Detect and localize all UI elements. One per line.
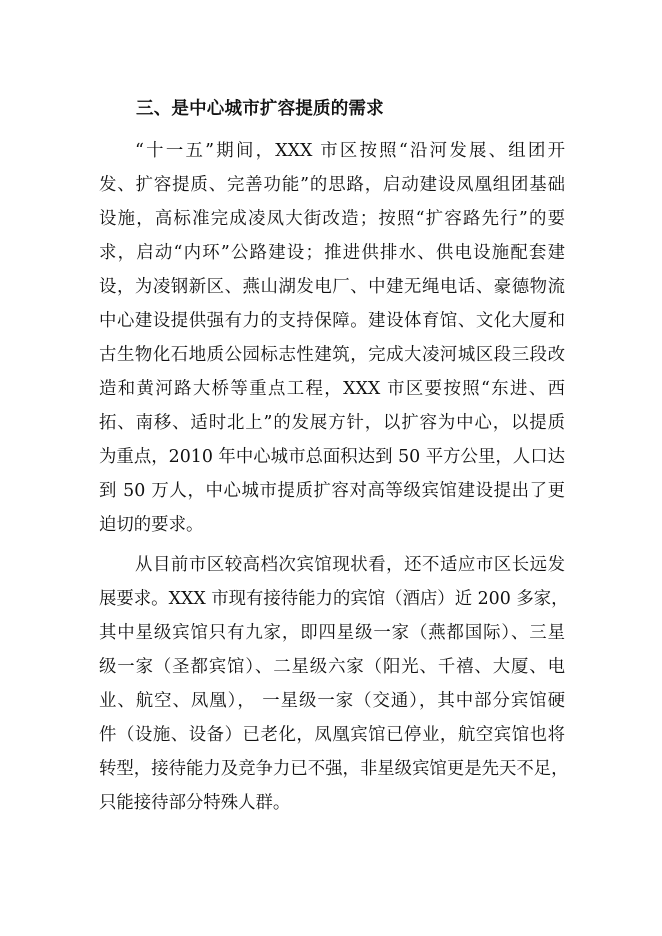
paragraph-line: 转型，接待能力及竞争力已不强，非星级宾馆更是先天不足，	[99, 759, 569, 779]
paragraph-line: 中心建设提供强有力的支持保障。建设体育馆、文化大厦和	[99, 311, 565, 331]
paragraph-line: 发、扩容提质、完善功能”的思路，启动建设凤凰组团基础	[99, 175, 565, 195]
paragraph-line: 设，为凌钢新区、燕山湖发电厂、中建无绳电话、豪德物流	[99, 277, 565, 297]
section-heading: 三、是中心城市扩容提质的需求	[136, 99, 384, 119]
paragraph-line: 其中星级宾馆只有九家，即四星级一家（燕都国际）、三星	[99, 623, 565, 643]
paragraph-line: 件（设施、设备）已老化，凤凰宾馆已停业，航空宾馆也将	[99, 725, 565, 745]
paragraph-line: 为重点，2010 年中心城市总面积达到 50 平方公里，人口达	[99, 447, 565, 467]
paragraph-line: 古生物化石地质公园标志性建筑，完成大凌河城区段三段改	[99, 345, 565, 365]
paragraph-line: 到 50 万人，中心城市提质扩容对高等级宾馆建设提出了更	[99, 481, 565, 501]
paragraph-line: 迫切的要求。	[99, 515, 204, 535]
paragraph-line: 设施，高标准完成凌凤大街改造；按照“扩容路先行”的要	[99, 209, 565, 229]
paragraph-line: 求，启动“内环”公路建设；推进供排水、供电设施配套建	[99, 243, 565, 263]
paragraph-line: 级一家（圣都宾馆）、二星级六家（阳光、千禧、大厦、电	[99, 657, 565, 677]
paragraph-line: 造和黄河路大桥等重点工程，XXX 市区要按照“东进、西	[99, 379, 565, 399]
paragraph-line: 业、航空、凤凰）， 一星级一家（交通），其中部分宾馆硬	[99, 691, 565, 711]
paragraph-line: 展要求。XXX 市现有接待能力的宾馆（酒店）近 200 多家，	[99, 589, 569, 609]
paragraph-line: 从目前市区较高档次宾馆现状看，还不适应市区长远发	[135, 555, 565, 575]
paragraph-line: 只能接待部分特殊人群。	[99, 793, 291, 813]
paragraph-line: “十一五”期间，XXX 市区按照“沿河发展、组团开	[135, 141, 565, 161]
paragraph-line: 拓、南移、适时北上”的发展方针，以扩容为中心，以提质	[99, 413, 565, 433]
